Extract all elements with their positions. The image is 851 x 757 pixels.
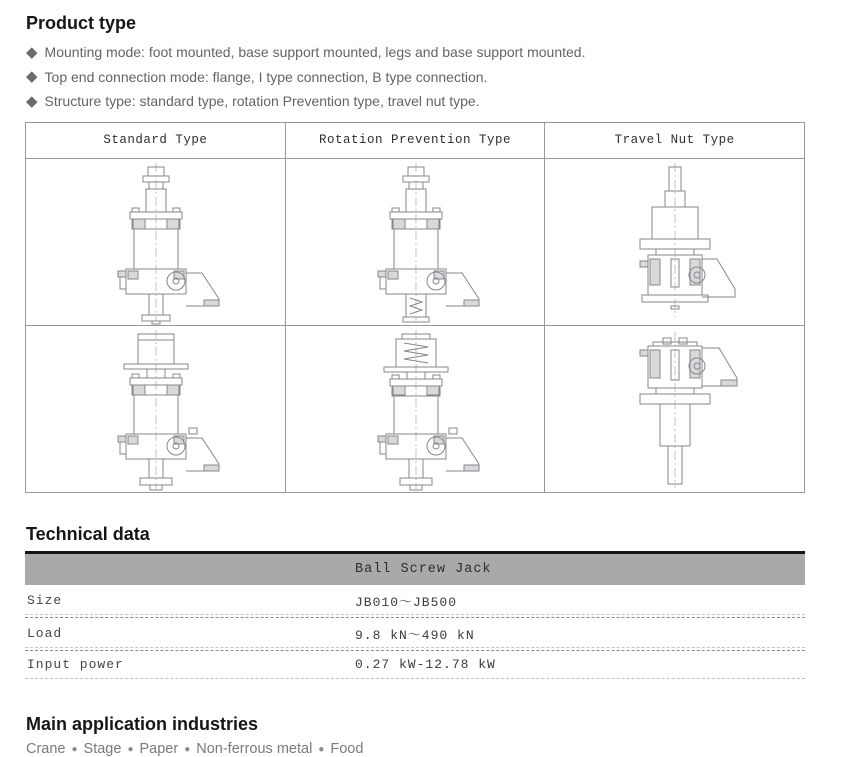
tech-row-value: 0.27 kW-12.78 kW <box>355 656 496 672</box>
application-item: Stage <box>83 740 122 757</box>
screw-jack-rotation-prevention-top-screw-drawing <box>286 159 546 325</box>
product-type-table <box>25 122 805 493</box>
bullet-mounting-mode <box>26 40 805 65</box>
cell-travel-nut-row2 <box>545 325 805 492</box>
cell-standard-row1 <box>26 158 286 325</box>
product-type-table-header-row <box>26 122 805 158</box>
column-header-travel-nut-type: Travel Nut Type <box>545 122 805 158</box>
dashed-divider <box>25 677 805 679</box>
tech-row-load <box>25 618 805 647</box>
product-type-section <box>25 13 805 493</box>
dot-separator-icon: ● <box>184 743 191 755</box>
screw-jack-travel-nut-screw-down-drawing <box>545 326 805 492</box>
screw-jack-rotation-prevention-housing-top-drawing <box>286 326 546 492</box>
cell-rotation-prevention-row2 <box>285 325 545 492</box>
tech-table-header-label: Ball Screw Jack <box>355 561 492 577</box>
screw-jack-standard-top-screw-drawing <box>26 159 286 325</box>
application-item: Food <box>330 740 364 757</box>
diamond-bullet-icon: ◆ <box>26 43 38 61</box>
diamond-bullet-icon: ◆ <box>26 68 38 86</box>
screw-jack-travel-nut-screw-up-drawing <box>545 159 805 325</box>
cell-standard-row2 <box>26 325 286 492</box>
tech-row-label: Load <box>27 625 63 641</box>
application-item: Paper <box>139 740 179 757</box>
table-row <box>26 158 805 325</box>
technical-data-title: Technical data <box>26 523 150 544</box>
tech-row-label: Size <box>27 592 63 608</box>
bullet-top-end-connection-mode <box>26 65 805 90</box>
dot-separator-icon: ● <box>318 743 325 755</box>
product-type-bullet-list <box>26 40 805 114</box>
bullet-text: Top end connection mode: flange, I type connection, B type connection. <box>44 68 488 85</box>
technical-data-table-header <box>25 551 805 585</box>
application-item: Crane <box>26 740 66 757</box>
bullet-text: Mounting mode: foot mounted, base support mounted, legs and base support mounted. <box>44 44 586 60</box>
application-item: Non-ferrous metal <box>196 740 313 757</box>
tech-row-value: JB010～JB500 <box>355 594 458 610</box>
tech-row-input-power <box>25 651 805 676</box>
table-row <box>26 325 805 492</box>
applications-title: Main application industries <box>26 713 259 734</box>
column-header-rotation-prevention-type: Rotation Prevention Type <box>285 122 545 158</box>
dot-separator-icon: ● <box>71 743 78 755</box>
dot-separator-icon: ● <box>127 743 134 755</box>
bullet-structure-type <box>26 89 805 114</box>
screw-jack-standard-i-type-end-drawing <box>26 326 286 492</box>
tech-row-size <box>25 585 805 614</box>
tech-row-value: 9.8 kN～490 kN <box>355 627 475 643</box>
technical-data-section <box>25 524 805 679</box>
product-type-title: Product type <box>26 13 137 33</box>
diamond-bullet-icon: ◆ <box>26 92 38 110</box>
applications-section <box>25 714 805 757</box>
bullet-text: Structure type: standard type, rotation Prevention type, travel nut type. <box>44 93 480 109</box>
tech-row-label: Input power <box>27 656 124 672</box>
cell-rotation-prevention-row1 <box>285 158 545 325</box>
applications-list <box>26 741 805 757</box>
cell-travel-nut-row1 <box>545 158 805 325</box>
column-header-standard-type: Standard Type <box>26 122 286 158</box>
